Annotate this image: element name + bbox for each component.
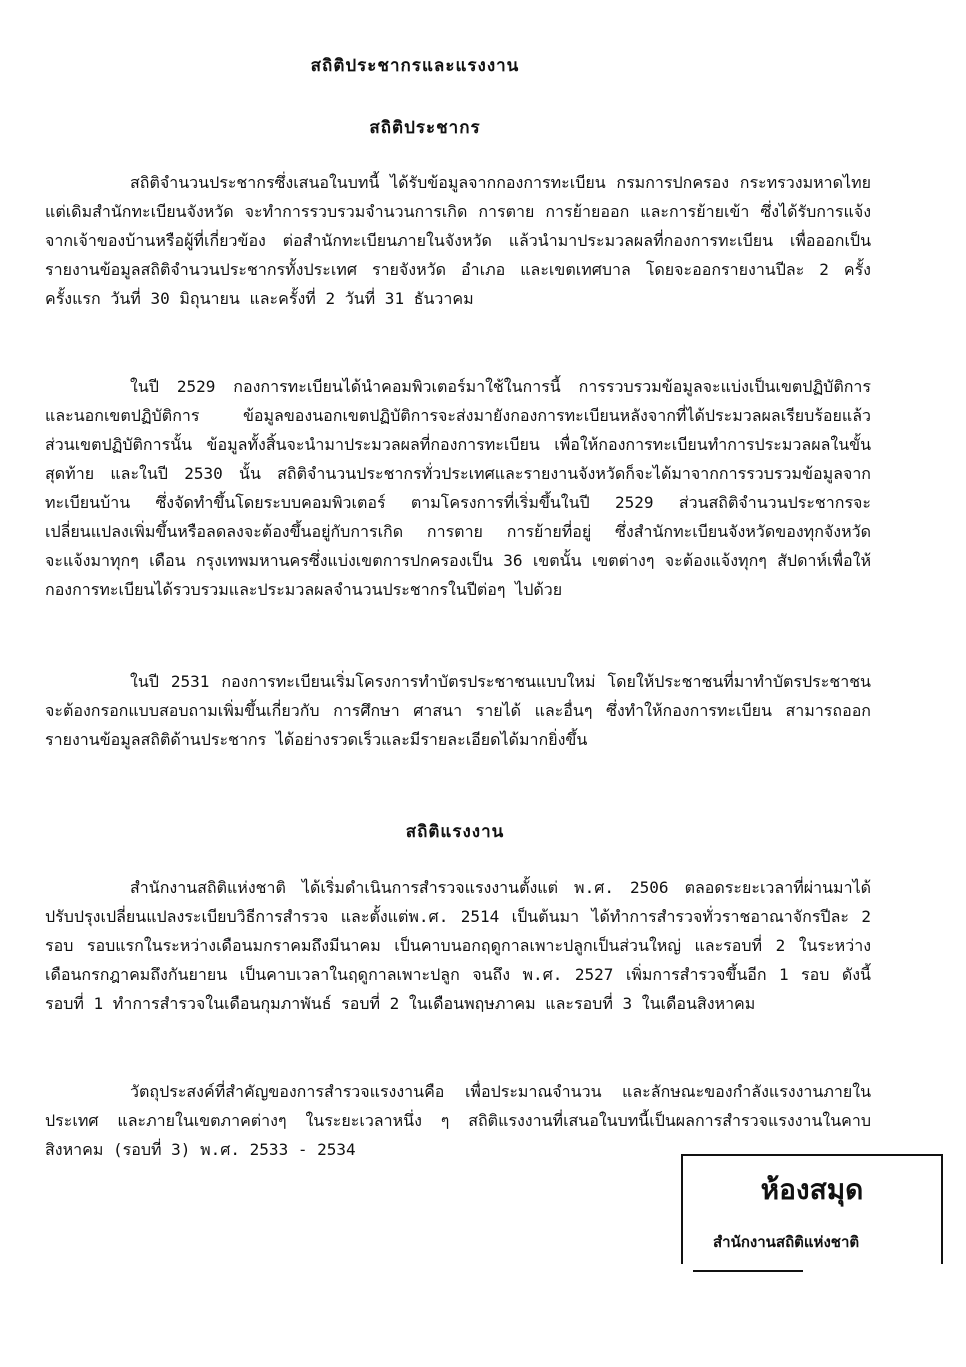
labor-paragraph-2: วัตถุประสงค์ที่สำคัญของการสำรวจแรงงานคือ เพื่อประมาณจำนวน และลักษณะของกำลังแรงงานภายในประเทศ และภายในเขตภาคต่างๆ ในระยะเวลาหนึ่ง ๆ สถิติแรงงานที่เสนอในบทนี้เป็นผลการสำรวจแรงงานในคาบ สิงหาคม (รอบที่ 3) พ.ศ. 2533 - 2534 (45, 1082, 871, 1159)
section-heading-labor: สถิติแรงงาน (405, 822, 505, 842)
section-heading-population: สถิติประชากร (369, 118, 481, 138)
population-paragraph-1: สถิติจำนวนประชากรซึ่งเสนอในบทนี้ ได้รับข้อมูลจากกองการทะเบียน กรมการปกครอง กระทรวงมหาดไทย แต่เดิมสำนักทะเบียนจังหวัด จะทำการรวบรวมจำนวนการเกิด การตาย การย้ายออก และการย้ายเข้า ซึ่งได้รับการแจ้งจากเจ้าของบ้านหรือผู้ที่เกี่ยวข้อง ต่อสำนักทะเบียนภายในจังหวัด แล้วนำมาประมวลผลที่กองการทะเบียน เพื่อออกเป็นรายงานข้อมูลสถิติจำนวนประชากรทั้งประเทศ รายจังหวัด อำเภอ และเขตเทศบาล โดยจะออกรายงานปีละ 2 ครั้ง ครั้งแรก วันที่ 30 มิถุนายน และครั้งที่ 2 วันที่ 31 ธันวาคม (45, 173, 872, 308)
page-title: สถิติประชากรและแรงงาน (310, 56, 520, 76)
stamp-title: ห้องสมุด (760, 1173, 864, 1206)
stamp-underline (693, 1270, 803, 1272)
stamp-subtitle: สำนักงานสถิติแห่งชาติ (713, 1233, 860, 1251)
population-paragraph-2: ในปี 2529 กองการทะเบียนได้นำคอมพิวเตอร์มาใช้ในการนี้ การรวบรวมข้อมูลจะแบ่งเป็นเขตปฏิบัติการและนอกเขตปฏิบัติการ ข้อมูลของนอกเขตปฏิบัติการจะส่งมายังกองการทะเบียนหลังจากที่ได้ประมวลผลเรียบร้อยแล้ว ส่วนเขตปฏิบัติการนั้น ข้อมูลทั้งสิ้นจะนำมาประมวลผลที่กองการทะเบียน เพื่อให้กองการทะเบียนทำการประมวลผลในขั้นสุดท้าย และในปี 2530 นั้น สถิติจำนวนประชากรทั่วประเทศและรายงานจังหวัดก็จะได้มาจากการรวบรวมข้อมูลจากทะเบียนบ้าน ซึ่งจัดทำขึ้นโดยระบบคอมพิวเตอร์ ตามโครงการที่เริ่มขึ้นในปี 2529 ส่วนสถิติจำนวนประชากรจะเปลี่ยนแปลงเพิ่มขึ้นหรือลดลงจะต้องขึ้นอยู่กับการเกิด การตาย การย้ายที่อยู่ ซึ่งสำนักทะเบียนจังหวัดของทุกจังหวัด จะแจ้งมาทุกๆ เดือน กรุงเทพมหานครซึ่งแบ่งเขตการปกครองเป็น 36 เขตนั้น เขตต่างๆ จะต้องแจ้งทุกๆ สัปดาห์เพื่อให้กองการทะเบียนได้รวบรวมและประมวลผลจำนวนประชากรในปีต่อๆ ไปด้วย (45, 377, 871, 599)
labor-paragraph-1: สำนักงานสถิติแห่งชาติ ได้เริ่มดำเนินการสำรวจแรงงานตั้งแต่ พ.ศ. 2506 ตลอดระยะเวลาที่ผ่านมาได้ปรับปรุงเปลี่ยนแปลงระเบียบวิธีการสำรวจ และตั้งแต่พ.ศ. 2514 เป็นต้นมา ได้ทำการสำรวจทั่วราชอาณาจักรปีละ 2 รอบ รอบแรกในระหว่างเดือนมกราคมถึงมีนาคม เป็นคาบนอกฤดูกาลเพาะปลูกเป็นส่วนใหญ่ และรอบที่ 2 ในระหว่างเดือนกรกฎาคมถึงกันยายน เป็นคาบเวลาในฤดูกาลเพาะปลูก จนถึง พ.ศ. 2527 เพิ่มการสำรวจขึ้นอีก 1 รอบ ดังนี้ รอบที่ 1 ทำการสำรวจในเดือนกุมภาพันธ์ รอบที่ 2 ในเดือนพฤษภาคม และรอบที่ 3 ในเดือนสิงหาคม (45, 878, 871, 1013)
population-paragraph-3: ในปี 2531 กองการทะเบียนเริ่มโครงการทำบัตรประชาชนแบบใหม่ โดยให้ประชาชนที่มาทำบัตรประชาชนจะต้องกรอกแบบสอบถามเพิ่มขึ้นเกี่ยวกับ การศึกษา ศาสนา รายได้ และอื่นๆ ซึ่งทำให้กองการทะเบียน สามารถออกรายงานข้อมูลสถิติด้านประชากร ได้อย่างรวดเร็วและมีรายละเอียดได้มากยิ่งขึ้น (45, 672, 871, 749)
library-stamp (681, 1154, 943, 1264)
